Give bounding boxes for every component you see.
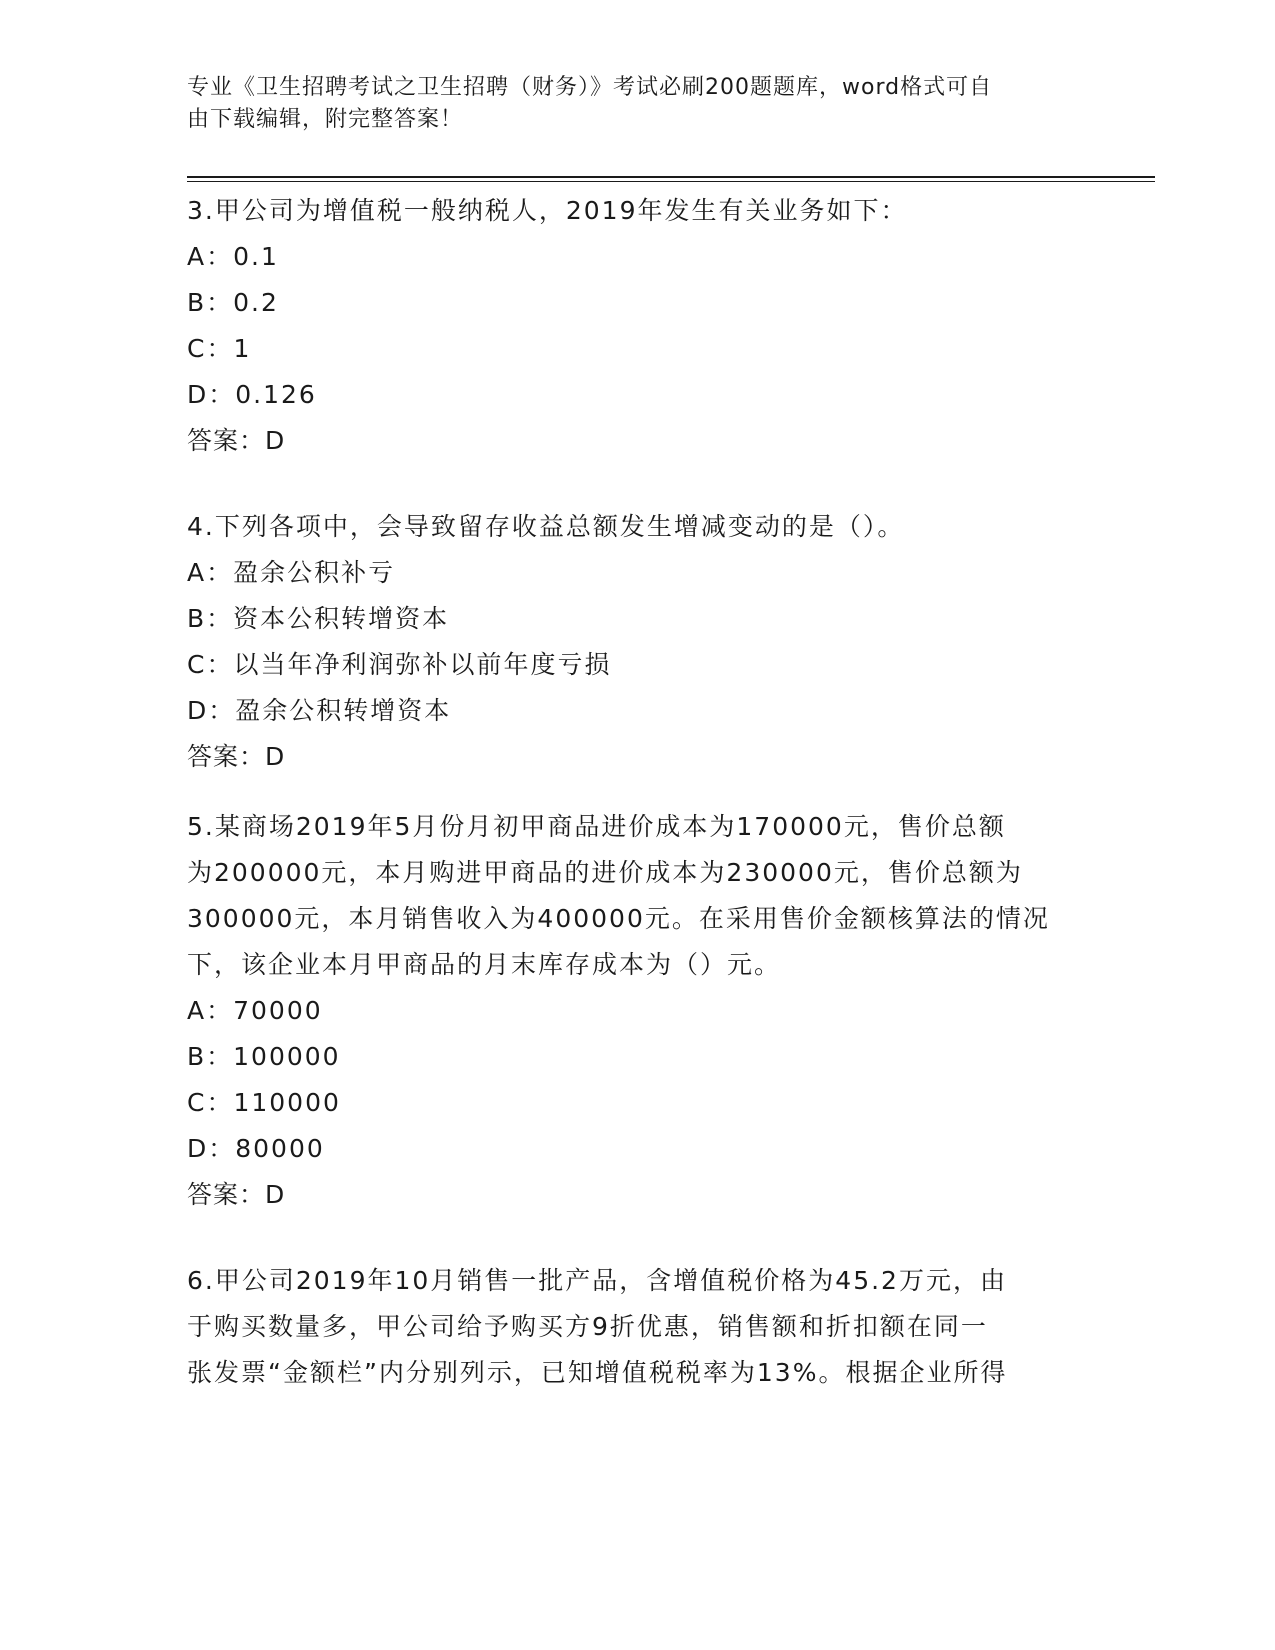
option-c: C：110000 — [187, 1088, 341, 1117]
question-stem-line-1: 6.甲公司2019年10月销售一批产品，含增值税价格为45.2万元，由 — [187, 1266, 1007, 1295]
option-d: D：80000 — [187, 1134, 325, 1163]
option-d: D：0.126 — [187, 380, 317, 409]
option-b: B：资本公积转增资本 — [187, 604, 450, 633]
option-a: A：0.1 — [187, 242, 279, 271]
answer-line: 答案：D — [187, 742, 286, 771]
question-stem-line-2: 为200000元，本月购进甲商品的进价成本为230000元，售价总额为 — [187, 858, 1023, 887]
option-c: C：以当年净利润弥补以前年度亏损 — [187, 650, 612, 679]
question-stem-line-1: 5.某商场2019年5月份月初甲商品进价成本为170000元，售价总额 — [187, 812, 1006, 841]
question-stem: 3.甲公司为增值税一般纳税人，2019年发生有关业务如下： — [187, 196, 908, 225]
option-b: B：0.2 — [187, 288, 279, 317]
question-stem-line-3: 300000元，本月销售收入为400000元。在采用售价金额核算法的情况 — [187, 904, 1050, 933]
header-divider-thick — [187, 176, 1155, 178]
header-divider-thin — [187, 181, 1155, 182]
option-a: A：盈余公积补亏 — [187, 558, 396, 587]
answer-line: 答案：D — [187, 1180, 286, 1209]
question-3 — [187, 188, 1087, 464]
option-d: D：盈余公积转增资本 — [187, 696, 452, 725]
question-stem: 4.下列各项中，会导致留存收益总额发生增减变动的是（）。 — [187, 512, 905, 541]
option-c: C：1 — [187, 334, 252, 363]
answer-line: 答案：D — [187, 426, 286, 455]
option-a: A：70000 — [187, 996, 323, 1025]
question-6 — [187, 1258, 1087, 1396]
question-stem-line-3: 张发票“金额栏”内分别列示，已知增值税税率为13%。根据企业所得 — [187, 1358, 1008, 1387]
question-stem-line-2: 于购买数量多，甲公司给予购买方9折优惠，销售额和折扣额在同一 — [187, 1312, 988, 1341]
question-5 — [187, 804, 1087, 1218]
question-4 — [187, 504, 1087, 780]
question-stem-line-4: 下，该企业本月甲商品的月末库存成本为（）元。 — [187, 950, 782, 979]
option-b: B：100000 — [187, 1042, 341, 1071]
header-line-1: 专业《卫生招聘考试之卫生招聘（财务）》考试必刷200题题库，word格式可自 — [187, 75, 993, 100]
header-line-2: 由下载编辑，附完整答案！ — [187, 107, 464, 132]
document-header — [187, 72, 1067, 136]
